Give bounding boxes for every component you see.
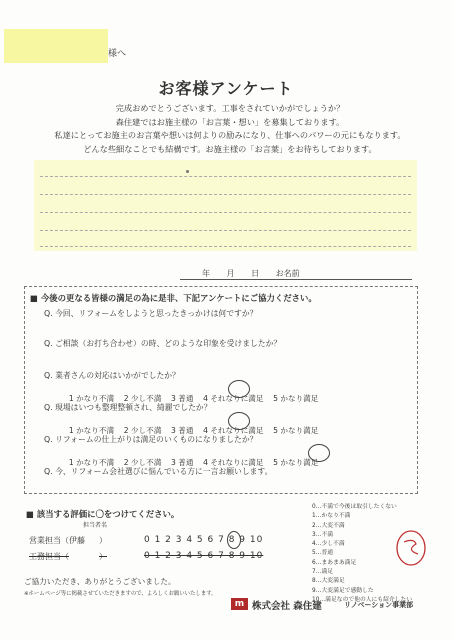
options-q5[interactable] <box>64 448 318 468</box>
question-6: Q. 今、リフォーム会社選びに悩んでいる方に一言お願いします。 <box>44 467 273 476</box>
name-highlight <box>4 29 108 63</box>
option-3[interactable]: 3 普通 <box>170 458 194 467</box>
company-division: リノベーション事業部 <box>344 601 414 609</box>
option-4[interactable]: 4 それなりに満足 <box>203 458 264 467</box>
legend-10: 10…満足なので他の人にも紹介したい <box>312 596 413 603</box>
options-q3[interactable] <box>64 384 318 404</box>
option-2[interactable]: 2 少し不満 <box>123 394 162 403</box>
selected-circle-q3 <box>228 380 250 398</box>
option-5[interactable]: 5 かなり満足 <box>273 426 319 435</box>
thanks-text: ご協力いただき、ありがとうございました。 <box>24 577 176 586</box>
ink-mark <box>186 170 189 173</box>
selected-circle-q4 <box>228 412 250 430</box>
legend-4: 4…少し不満 <box>312 541 345 548</box>
footer-note: ※ホームページ等に掲載させていただきますので、よろしくお願いいたします。 <box>24 591 217 597</box>
handwritten-mark <box>394 528 428 568</box>
option-1[interactable]: 1 かなり不満 <box>68 458 115 467</box>
legend-7: 7…満足 <box>312 569 334 576</box>
intro-line-4: どんな些細なことでも結構です。お施主様の「お言葉」をお待ちしております。 <box>83 143 377 154</box>
question-2: Q. ご相談（お打ち合わせ）の時、どのような印象を受けましたか？ <box>44 339 282 348</box>
legend-5: 5…普通 <box>312 550 334 557</box>
intro-text <box>40 102 420 156</box>
legend-1: 1…かなり不満 <box>312 513 351 520</box>
option-1[interactable]: 1 かなり不満 <box>68 394 115 403</box>
construction-row <box>29 551 107 562</box>
sales-role: 営業担当（ <box>29 536 69 545</box>
option-4[interactable]: 4 それなりに満足 <box>203 394 264 403</box>
message-box[interactable] <box>34 160 417 251</box>
sales-row <box>29 535 107 546</box>
option-5[interactable]: 5 かなり満足 <box>273 458 319 467</box>
option-2[interactable]: 2 少し不満 <box>123 426 162 435</box>
question-4: Q. 現場はいつも整理整頓され、綺麗でしたか？ <box>44 403 212 412</box>
page-title: お客様アンケート <box>158 79 294 98</box>
sales-selected-circle <box>227 531 241 549</box>
option-5[interactable]: 5 かなり満足 <box>273 394 319 403</box>
legend-0: 0…不満で今後は取引したくない <box>312 504 397 510</box>
option-3[interactable]: 3 普通 <box>170 394 194 403</box>
sales-name: 伊藤 <box>69 536 85 545</box>
construction-role: 工務担当（ <box>29 552 69 561</box>
evaluation-heading: ■ 該当する評価に〇をつけてください。 <box>26 509 180 519</box>
question-5: Q. リフォームの仕上がりは満足のいくものになりましたか？ <box>44 435 258 444</box>
person-label: 担当者名 <box>83 522 108 529</box>
selected-circle-q5 <box>308 444 330 462</box>
legend-8: 8…大変満足 <box>312 578 345 585</box>
company-logo: m <box>231 598 248 610</box>
construction-close: ） <box>99 552 107 561</box>
construction-scale[interactable]: 0 1 2 3 4 5 6 7 8 9 10 <box>144 551 264 561</box>
company-name: 株式会社 森住建 <box>252 601 322 612</box>
sales-scale[interactable]: 0 1 2 3 4 5 6 7 8 9 10 <box>144 535 264 545</box>
intro-line-1: 完成おめでとうございます。工事をされていかがでしょうか？ <box>115 103 345 113</box>
option-1[interactable]: 1 かなり不満 <box>68 426 115 435</box>
option-3[interactable]: 3 普通 <box>170 426 194 435</box>
date-name-line: 年 月 日 お名前 <box>202 269 300 278</box>
question-1: Q. 今回、リフォームをしようと思ったきっかけは何ですか？ <box>44 309 258 318</box>
option-2[interactable]: 2 少し不満 <box>123 458 162 467</box>
addressee-suffix: 様へ <box>108 49 127 59</box>
survey-heading: ■ 今後の更なる皆様の満足の為に是非、下記アンケートにご協力ください。 <box>30 293 317 303</box>
legend-3: 3…不満 <box>312 531 334 538</box>
question-3: Q. 業者さんの対応はいかがでしたか？ <box>44 371 180 380</box>
options-q4[interactable] <box>64 416 318 436</box>
date-underline <box>180 279 412 280</box>
intro-line-2: 森住建ではお施主様の「お言葉・想い」を募集しております。 <box>115 116 345 127</box>
legend-6: 6…まあまあ満足 <box>312 559 357 566</box>
legend-2: 2…大変不満 <box>312 522 345 529</box>
option-4[interactable]: 4 それなりに満足 <box>203 426 264 435</box>
sales-close: ） <box>99 536 107 545</box>
intro-line-3: 私達にとってお施主のお言葉や想いは何よりの励みになり、仕事へのパワーの元にもなります。 <box>54 130 406 140</box>
legend-9: 9…大変満足で感動した <box>312 587 374 594</box>
